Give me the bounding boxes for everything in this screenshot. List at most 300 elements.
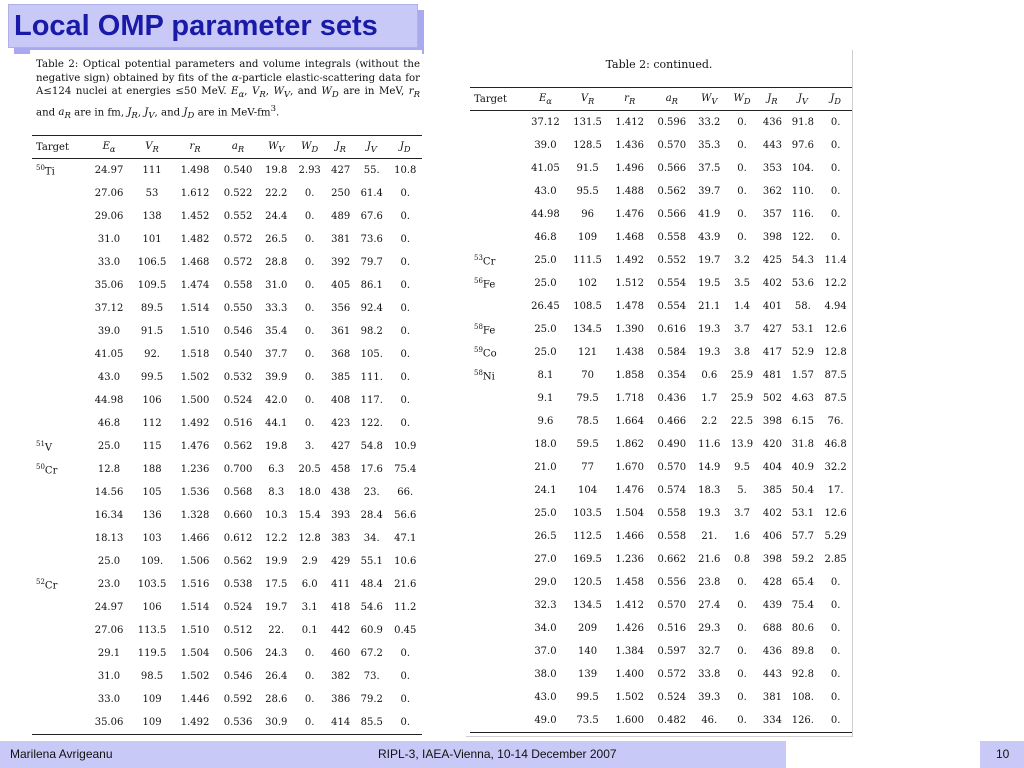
- value-cell: 109.5: [137, 280, 167, 291]
- value-cell: 12.8: [97, 464, 121, 475]
- value-cell: 0.552: [223, 211, 253, 222]
- value-cell: 0.524: [223, 602, 253, 613]
- value-cell: 3.2: [734, 255, 750, 266]
- table-row: [470, 226, 852, 249]
- target-cell: [470, 387, 524, 410]
- value-cell: 29.1: [97, 648, 121, 659]
- value-cell: 1.400: [615, 669, 645, 680]
- value-cell: 5.: [737, 485, 747, 496]
- target-cell: [470, 640, 524, 663]
- value-cell: 423: [331, 418, 351, 429]
- left-table-panel: [30, 50, 422, 738]
- target-cell: $^{59}$Co: [474, 345, 497, 360]
- value-cell: 105.: [360, 349, 383, 360]
- value-cell: 0.506: [223, 648, 253, 659]
- value-cell: 53.1: [791, 508, 814, 519]
- value-cell: 0.: [304, 280, 315, 291]
- table-row: [32, 619, 422, 642]
- value-cell: 21.6: [698, 554, 721, 565]
- column-header: $E_\alpha$: [524, 88, 566, 111]
- value-cell: 0.: [737, 209, 747, 220]
- value-cell: 30.9: [260, 711, 293, 735]
- value-cell: 67.6: [360, 211, 383, 222]
- target-cell: [470, 686, 524, 709]
- value-cell: 29.3: [698, 623, 721, 634]
- value-cell: 20.5: [298, 464, 321, 475]
- value-cell: 26.45: [531, 301, 560, 312]
- table-row: [470, 525, 852, 548]
- value-cell: 438: [331, 487, 351, 498]
- value-cell: 0.516: [223, 418, 253, 429]
- value-cell: 76.: [827, 416, 844, 427]
- value-cell: 105: [142, 487, 162, 498]
- value-cell: 19.9: [265, 556, 288, 567]
- target-cell: [470, 709, 524, 733]
- value-cell: 89.8: [791, 646, 814, 657]
- value-cell: 0.: [400, 418, 410, 429]
- value-cell: 0.: [830, 646, 841, 657]
- value-cell: 111: [142, 165, 162, 176]
- value-cell: 106.5: [137, 257, 167, 268]
- value-cell: 23.8: [698, 577, 721, 588]
- value-cell: 417: [762, 347, 782, 358]
- value-cell: 19.3: [698, 324, 721, 335]
- value-cell: 1.504: [615, 508, 645, 519]
- value-cell: 0.558: [223, 280, 253, 291]
- value-cell: 33.2: [698, 117, 721, 128]
- value-cell: 47.1: [394, 533, 417, 544]
- value-cell: 26.5: [534, 531, 557, 542]
- target-cell: [470, 295, 524, 318]
- column-header: Target: [470, 88, 524, 111]
- value-cell: 1.498: [180, 165, 210, 176]
- value-cell: 126.: [786, 709, 819, 733]
- value-cell: 0.522: [223, 188, 253, 199]
- value-cell: 385: [762, 485, 782, 496]
- value-cell: 0.: [304, 648, 315, 659]
- value-cell: 1.510: [180, 625, 210, 636]
- table-row: [470, 203, 852, 226]
- target-cell: [32, 642, 88, 665]
- value-cell: 688: [762, 623, 782, 634]
- value-cell: 117.: [360, 395, 383, 406]
- value-cell: 136: [142, 510, 162, 521]
- value-cell: 0.: [830, 232, 841, 243]
- value-cell: 112: [142, 418, 162, 429]
- value-cell: 1.492: [174, 711, 217, 735]
- value-cell: 139: [578, 669, 598, 680]
- value-cell: 0.562: [223, 556, 253, 567]
- column-header: $a_R$: [651, 88, 693, 111]
- value-cell: 26.4: [265, 671, 288, 682]
- value-cell: 0.662: [657, 554, 687, 565]
- value-cell: 0.: [830, 623, 841, 634]
- value-cell: 46.8: [534, 232, 557, 243]
- table-row: [32, 274, 422, 297]
- value-cell: 19.7: [265, 602, 288, 613]
- value-cell: 79.5: [576, 393, 599, 404]
- value-cell: 0.: [737, 623, 747, 634]
- value-cell: 22.2: [265, 188, 288, 199]
- target-cell: [32, 297, 88, 320]
- column-header: $J_D$: [388, 136, 422, 159]
- value-cell: 17.6: [360, 464, 383, 475]
- value-cell: 12.2: [265, 533, 288, 544]
- value-cell: 0.: [304, 671, 315, 682]
- target-cell: [470, 502, 524, 525]
- value-cell: 37.12: [94, 303, 124, 314]
- value-cell: 33.3: [265, 303, 288, 314]
- value-cell: 0.: [400, 303, 410, 314]
- value-cell: 1.502: [180, 372, 210, 383]
- value-cell: 128.5: [573, 140, 602, 151]
- value-cell: 25.0: [534, 278, 557, 289]
- value-cell: 25.0: [97, 556, 121, 567]
- table-row: [32, 343, 422, 366]
- value-cell: 0.570: [657, 140, 687, 151]
- value-cell: 32.3: [534, 600, 557, 611]
- value-cell: 1.476: [615, 485, 645, 496]
- value-cell: 502: [762, 393, 782, 404]
- value-cell: 0.: [400, 257, 410, 268]
- value-cell: 0.: [830, 140, 841, 151]
- value-cell: 120.5: [573, 577, 602, 588]
- right-table-caption: Table 2: continued.: [605, 58, 713, 71]
- value-cell: 35.4: [265, 326, 288, 337]
- value-cell: 1.718: [615, 393, 645, 404]
- value-cell: 14.9: [698, 462, 721, 473]
- value-cell: 0.596: [657, 117, 687, 128]
- value-cell: 0.524: [223, 395, 253, 406]
- value-cell: 112.5: [573, 531, 602, 542]
- value-cell: 10.9: [394, 441, 417, 452]
- target-cell: $^{52}$Cr: [36, 577, 58, 592]
- value-cell: 0.: [304, 234, 315, 245]
- value-cell: 0.558: [657, 508, 687, 519]
- table-row: [470, 387, 852, 410]
- left-table-caption: Table 2: Optical potential parameters and volume integrals (without the negative sign) obtained by fits of the α-particle elastic-scattering data for A≤124 nuclei at energies ≤50 MeV. $E_\alpha$, $V_R$, $W_V$, and $W_D$ are in MeV, $r_R$ and $a_R$ are in fm, $J_R$, $J_V$, and $J_D$ are in MeV-$fm^3$.: [36, 59, 420, 121]
- target-cell: [32, 527, 88, 550]
- value-cell: 406: [762, 531, 782, 542]
- value-cell: 15.4: [298, 510, 321, 521]
- target-cell: [470, 456, 524, 479]
- value-cell: 1.6: [734, 531, 750, 542]
- value-cell: 55.: [363, 165, 380, 176]
- value-cell: 0.554: [657, 301, 687, 312]
- footer-event: RIPL-3, IAEA-Vienna, 10-14 December 2007: [378, 747, 617, 761]
- target-cell: [470, 525, 524, 548]
- target-cell: $^{56}$Fe: [474, 276, 496, 291]
- value-cell: 10.8: [394, 165, 417, 176]
- value-cell: 122.: [360, 418, 383, 429]
- value-cell: 0.558: [657, 232, 687, 243]
- value-cell: 6.0: [301, 579, 318, 590]
- value-cell: 1.412: [615, 117, 645, 128]
- value-cell: 1.478: [615, 301, 645, 312]
- value-cell: 65.4: [791, 577, 814, 588]
- value-cell: 250: [331, 188, 351, 199]
- target-cell: [32, 711, 88, 735]
- value-cell: 0.512: [223, 625, 253, 636]
- value-cell: 21.0: [534, 462, 557, 473]
- value-cell: 0.612: [223, 533, 253, 544]
- value-cell: 96: [581, 209, 594, 220]
- value-cell: 101: [142, 234, 162, 245]
- value-cell: 3.1: [301, 602, 318, 613]
- right-table-header: [470, 88, 852, 111]
- table-row: [470, 709, 852, 733]
- value-cell: 46.8: [824, 439, 847, 450]
- value-cell: 436: [762, 646, 782, 657]
- value-cell: 0.490: [657, 439, 687, 450]
- value-cell: 0.45: [394, 625, 417, 636]
- value-cell: 0.: [737, 692, 747, 703]
- value-cell: 0.6: [701, 370, 718, 381]
- value-cell: 10.6: [394, 556, 417, 567]
- value-cell: 37.7: [265, 349, 288, 360]
- value-cell: 4.94: [824, 301, 847, 312]
- value-cell: 3.7: [734, 324, 750, 335]
- value-cell: 18.13: [94, 533, 124, 544]
- value-cell: 13.9: [730, 439, 754, 450]
- value-cell: 109: [578, 232, 598, 243]
- value-cell: 460: [331, 648, 351, 659]
- column-header: $V_R$: [131, 136, 174, 159]
- value-cell: 49.0: [524, 709, 566, 733]
- value-cell: 385: [331, 372, 351, 383]
- value-cell: 24.4: [265, 211, 288, 222]
- value-cell: 0.: [737, 186, 747, 197]
- value-cell: 1.4: [734, 301, 750, 312]
- value-cell: 0.: [304, 257, 315, 268]
- value-cell: 97.6: [791, 140, 814, 151]
- target-cell: [32, 665, 88, 688]
- value-cell: 1.384: [615, 646, 645, 657]
- value-cell: 0.: [737, 577, 747, 588]
- table-row: [32, 596, 422, 619]
- value-cell: 29.0: [534, 577, 557, 588]
- value-cell: 53.6: [791, 278, 814, 289]
- value-cell: 43.0: [534, 692, 557, 703]
- column-header: $V_R$: [567, 88, 609, 111]
- value-cell: 188: [142, 464, 162, 475]
- value-cell: 106: [142, 602, 162, 613]
- value-cell: 31.8: [791, 439, 814, 450]
- value-cell: 91.8: [791, 117, 814, 128]
- value-cell: 2.85: [824, 554, 847, 565]
- value-cell: 402: [762, 508, 782, 519]
- value-cell: 1.500: [180, 395, 210, 406]
- value-cell: 0.: [830, 163, 841, 174]
- table-row: [32, 481, 422, 504]
- value-cell: 1.468: [180, 257, 210, 268]
- value-cell: 427: [331, 441, 351, 452]
- value-cell: 73.5: [567, 709, 609, 733]
- value-cell: 12.6: [824, 324, 847, 335]
- value-cell: 35.06: [88, 711, 131, 735]
- value-cell: 54.6: [360, 602, 383, 613]
- value-cell: 0.572: [657, 669, 687, 680]
- value-cell: 0.: [830, 692, 841, 703]
- value-cell: 0.: [400, 671, 410, 682]
- right-table-panel: [466, 50, 853, 737]
- value-cell: 32.2: [824, 462, 847, 473]
- value-cell: 9.5: [734, 462, 750, 473]
- table-row: [470, 640, 852, 663]
- value-cell: 489: [331, 211, 351, 222]
- column-header: $a_R$: [217, 136, 260, 159]
- value-cell: 17.5: [265, 579, 288, 590]
- value-cell: 89.5: [140, 303, 164, 314]
- value-cell: 55.1: [360, 556, 383, 567]
- table-row: [470, 479, 852, 502]
- value-cell: 0.552: [657, 255, 687, 266]
- target-cell: [32, 320, 88, 343]
- value-cell: 111.: [360, 372, 383, 383]
- value-cell: 121: [578, 347, 598, 358]
- column-header: Target: [32, 136, 88, 159]
- value-cell: 1.536: [180, 487, 210, 498]
- value-cell: 1.502: [180, 671, 210, 682]
- value-cell: 52.9: [791, 347, 814, 358]
- value-cell: 22.5: [730, 416, 754, 427]
- target-cell: $^{58}$Ni: [474, 368, 495, 383]
- value-cell: 0.: [304, 303, 315, 314]
- target-cell: [470, 226, 524, 249]
- value-cell: 109.: [140, 556, 164, 567]
- value-cell: 86.1: [360, 280, 383, 291]
- table-row: [470, 180, 852, 203]
- value-cell: 1.466: [615, 531, 645, 542]
- table-row: [32, 573, 422, 596]
- value-cell: 95.5: [576, 186, 599, 197]
- value-cell: 87.5: [824, 393, 847, 404]
- target-cell: $^{53}$Cr: [474, 253, 496, 268]
- value-cell: 109: [142, 694, 162, 705]
- value-cell: 418: [331, 602, 351, 613]
- value-cell: 79.7: [360, 257, 383, 268]
- value-cell: 53: [145, 188, 159, 199]
- value-cell: 37.5: [698, 163, 721, 174]
- value-cell: 1.426: [615, 623, 645, 634]
- value-cell: 59.5: [576, 439, 599, 450]
- value-cell: 392: [331, 257, 351, 268]
- value-cell: 0.: [304, 326, 315, 337]
- value-cell: 60.9: [360, 625, 383, 636]
- value-cell: 3.8: [734, 347, 750, 358]
- value-cell: 27.06: [94, 188, 124, 199]
- value-cell: 54.8: [360, 441, 383, 452]
- value-cell: 29.06: [94, 211, 124, 222]
- value-cell: 21.6: [394, 579, 417, 590]
- value-cell: 0.: [400, 234, 410, 245]
- value-cell: 0.540: [223, 165, 253, 176]
- table-row: [32, 642, 422, 665]
- value-cell: 116.: [791, 209, 814, 220]
- value-cell: 16.34: [94, 510, 124, 521]
- left-parameter-table: [32, 135, 422, 735]
- table-row: [32, 320, 422, 343]
- table-row: [470, 663, 852, 686]
- value-cell: 78.5: [576, 416, 599, 427]
- value-cell: 1.518: [180, 349, 210, 360]
- value-cell: 41.05: [94, 349, 124, 360]
- value-cell: 1.446: [180, 694, 210, 705]
- value-cell: 11.6: [698, 439, 721, 450]
- value-cell: 27.0: [534, 554, 557, 565]
- value-cell: 381: [762, 692, 782, 703]
- value-cell: 0.: [400, 372, 410, 383]
- value-cell: 368: [331, 349, 351, 360]
- footer-author: Marilena Avrigeanu: [10, 747, 113, 761]
- value-cell: 0.562: [223, 441, 253, 452]
- target-cell: [470, 180, 524, 203]
- value-cell: 66.: [397, 487, 414, 498]
- value-cell: 0.700: [223, 464, 253, 475]
- value-cell: 25.9: [730, 370, 754, 381]
- value-cell: 428: [762, 577, 782, 588]
- column-header: $W_D$: [726, 88, 759, 111]
- value-cell: 383: [331, 533, 351, 544]
- value-cell: 99.5: [140, 372, 164, 383]
- column-header: $r_R$: [609, 88, 651, 111]
- value-cell: 0.: [400, 188, 410, 199]
- slide-title: Local OMP parameter sets: [14, 10, 378, 42]
- value-cell: 24.97: [94, 602, 124, 613]
- value-cell: 28.8: [265, 257, 288, 268]
- value-cell: 17.: [827, 485, 844, 496]
- target-cell: $^{50}$Cr: [36, 462, 58, 477]
- value-cell: 25.0: [534, 508, 557, 519]
- value-cell: 43.0: [534, 186, 557, 197]
- column-header: $E_\alpha$: [88, 136, 131, 159]
- value-cell: 2.2: [701, 416, 718, 427]
- value-cell: 1.862: [615, 439, 645, 450]
- table-row: [32, 251, 422, 274]
- value-cell: 0.: [737, 646, 747, 657]
- target-cell: [32, 228, 88, 251]
- value-cell: 19.5: [698, 278, 721, 289]
- value-cell: 0.: [830, 186, 841, 197]
- table-row: [470, 364, 852, 387]
- column-header: $r_R$: [174, 136, 217, 159]
- value-cell: 73.6: [360, 234, 383, 245]
- column-header: $J_V$: [786, 88, 819, 111]
- target-cell: [470, 548, 524, 571]
- value-cell: 40.9: [791, 462, 814, 473]
- value-cell: 75.4: [394, 464, 417, 475]
- value-cell: 8.1: [537, 370, 554, 381]
- value-cell: 37.0: [534, 646, 557, 657]
- value-cell: 0.: [304, 694, 315, 705]
- value-cell: 87.5: [824, 370, 847, 381]
- value-cell: 209: [578, 623, 598, 634]
- value-cell: 57.7: [791, 531, 814, 542]
- value-cell: 1.514: [180, 303, 210, 314]
- value-cell: 8.3: [268, 487, 285, 498]
- value-cell: 0.: [400, 349, 410, 360]
- value-cell: 24.97: [94, 165, 124, 176]
- value-cell: 1.436: [615, 140, 645, 151]
- column-header: $W_D$: [293, 136, 326, 159]
- value-cell: 361: [331, 326, 351, 337]
- value-cell: 38.0: [534, 669, 557, 680]
- value-cell: 12.8: [824, 347, 847, 358]
- value-cell: 27.06: [94, 625, 124, 636]
- value-cell: 53.1: [791, 324, 814, 335]
- value-cell: 11.2: [394, 602, 417, 613]
- value-cell: 28.6: [265, 694, 288, 705]
